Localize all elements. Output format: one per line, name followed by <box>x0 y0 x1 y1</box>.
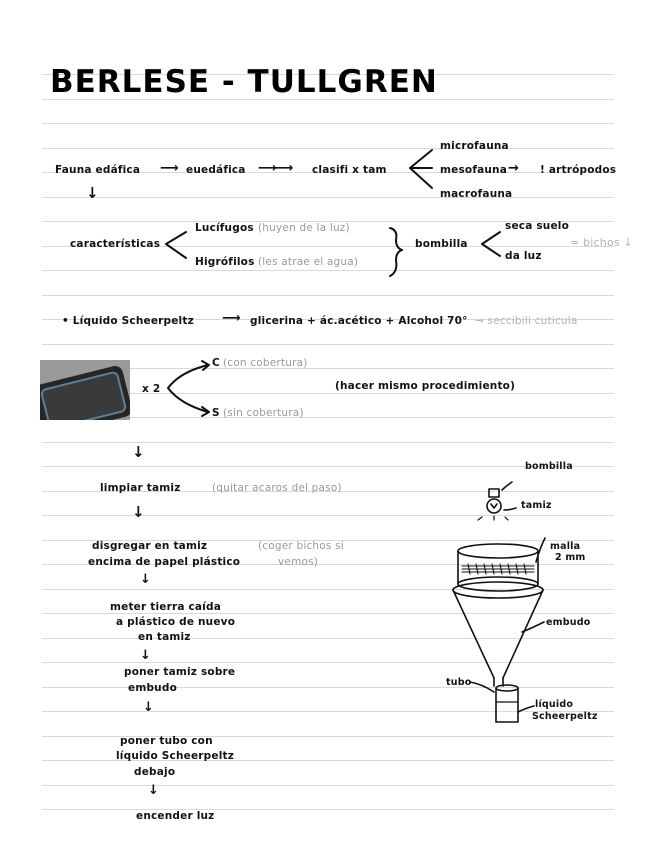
meter-text-1: meter tierra caída <box>110 601 221 613</box>
arrow-down-icon: ↓ <box>140 648 151 663</box>
arrow-down-icon: ↓ <box>148 783 159 798</box>
macrofauna-text: macrofauna <box>440 188 513 200</box>
limpiar-note: (quitar acaros del paso) <box>212 482 342 494</box>
mesofauna-text: mesofauna <box>440 164 508 176</box>
diagram-bombilla-label: bombilla <box>525 461 573 472</box>
arrow-right-icon: ⟶⟶ <box>258 161 292 176</box>
arrow-right-icon: ⟶ <box>222 311 241 326</box>
diagram-malla-label-1: malla <box>550 541 581 552</box>
da-luz-text: da luz <box>505 250 542 262</box>
bracket-icon <box>166 232 186 258</box>
poner-tamiz-text-1: poner tamiz sobre <box>124 666 236 678</box>
bracket-icon <box>482 232 500 256</box>
artropodos-text: ! artrópodos <box>540 164 617 176</box>
fork-arrow-icon <box>168 365 208 412</box>
seca-suelo-text: seca suelo <box>505 220 569 232</box>
diagram-tubo-label: tubo <box>446 677 472 688</box>
poner-tubo-text-2: líquido Scheerpeltz <box>116 750 235 762</box>
arrow-down-icon: ↓ <box>140 572 151 587</box>
higrofilos-note: (les atrae el agua) <box>258 256 359 268</box>
berlese-funnel-diagram <box>453 482 545 722</box>
curly-brace-icon <box>390 228 402 276</box>
diagram-tamiz-label: tamiz <box>521 500 552 511</box>
s-text: S <box>212 407 220 419</box>
diagram-liquido-label-2: Scheerpeltz <box>532 711 598 722</box>
lucifugos-text: Lucífugos <box>195 222 254 234</box>
sieve-icon <box>458 544 538 558</box>
c-text: C <box>212 357 220 369</box>
diagram-embudo-label: embudo <box>546 617 591 628</box>
test-tube-icon <box>496 685 518 691</box>
diagram-malla-label-2: 2 mm <box>555 552 586 563</box>
bichos-text: = bichos ↓ <box>570 236 633 249</box>
disgregar-note-2: vemos) <box>278 556 319 568</box>
limpiar-text: limpiar tamiz <box>100 482 181 494</box>
x2-text: x 2 <box>142 383 161 395</box>
fauna-edafica-text: Fauna edáfica <box>55 164 141 176</box>
arrow-down-icon: ↓ <box>132 503 145 521</box>
meter-text-2: a plástico de nuevo <box>116 616 236 628</box>
formula-text: glicerina + ác.acético + Alcohol 70° <box>250 315 468 327</box>
arrow-down-icon: ↓ <box>132 443 145 461</box>
c-note: (con cobertura) <box>223 357 308 369</box>
microfauna-text: microfauna <box>440 140 509 152</box>
disgregar-text-2: encima de papel plástico <box>88 556 241 568</box>
mesh-icon <box>462 564 534 574</box>
poner-tubo-text-3: debajo <box>134 766 176 778</box>
bombilla-text: bombilla <box>415 238 468 250</box>
disgregar-note-1: (coger bichos si <box>258 540 344 552</box>
diagram-liquido-label-1: líquido <box>535 699 574 710</box>
lucifugos-note: (huyen de la luz) <box>258 222 350 234</box>
liquido-text: • Líquido Scheerpeltz <box>62 315 194 327</box>
poner-tubo-text-1: poner tubo con <box>120 735 213 747</box>
caracteristicas-text: características <box>70 238 161 250</box>
disgregar-text-1: disgregar en tamiz <box>92 540 208 552</box>
encender-text: encender luz <box>136 810 215 822</box>
arrow-down-icon: ↓ <box>86 184 99 202</box>
procedimiento-text: (hacer mismo procedimiento) <box>335 380 516 392</box>
meter-text-3: en tamiz <box>138 631 191 643</box>
poner-tamiz-text-2: embudo <box>128 682 177 694</box>
arrow-right-icon: ⟶ <box>160 161 179 176</box>
clasifica-text: clasifi x tam <box>312 164 387 176</box>
page-title: BERLESE - TULLGREN <box>50 64 438 100</box>
cuticula-note: → seccibili cuticula <box>475 315 578 327</box>
arrow-right-icon: → <box>508 161 519 176</box>
funnel-icon <box>453 582 543 598</box>
s-note: (sin cobertura) <box>223 407 304 419</box>
arrow-down-icon: ↓ <box>143 700 154 715</box>
light-bulb-icon <box>487 499 501 513</box>
higrofilos-text: Higrófilos <box>195 256 255 268</box>
euedafica-text: euedáfica <box>186 164 246 176</box>
bulb-socket-icon <box>489 489 499 497</box>
